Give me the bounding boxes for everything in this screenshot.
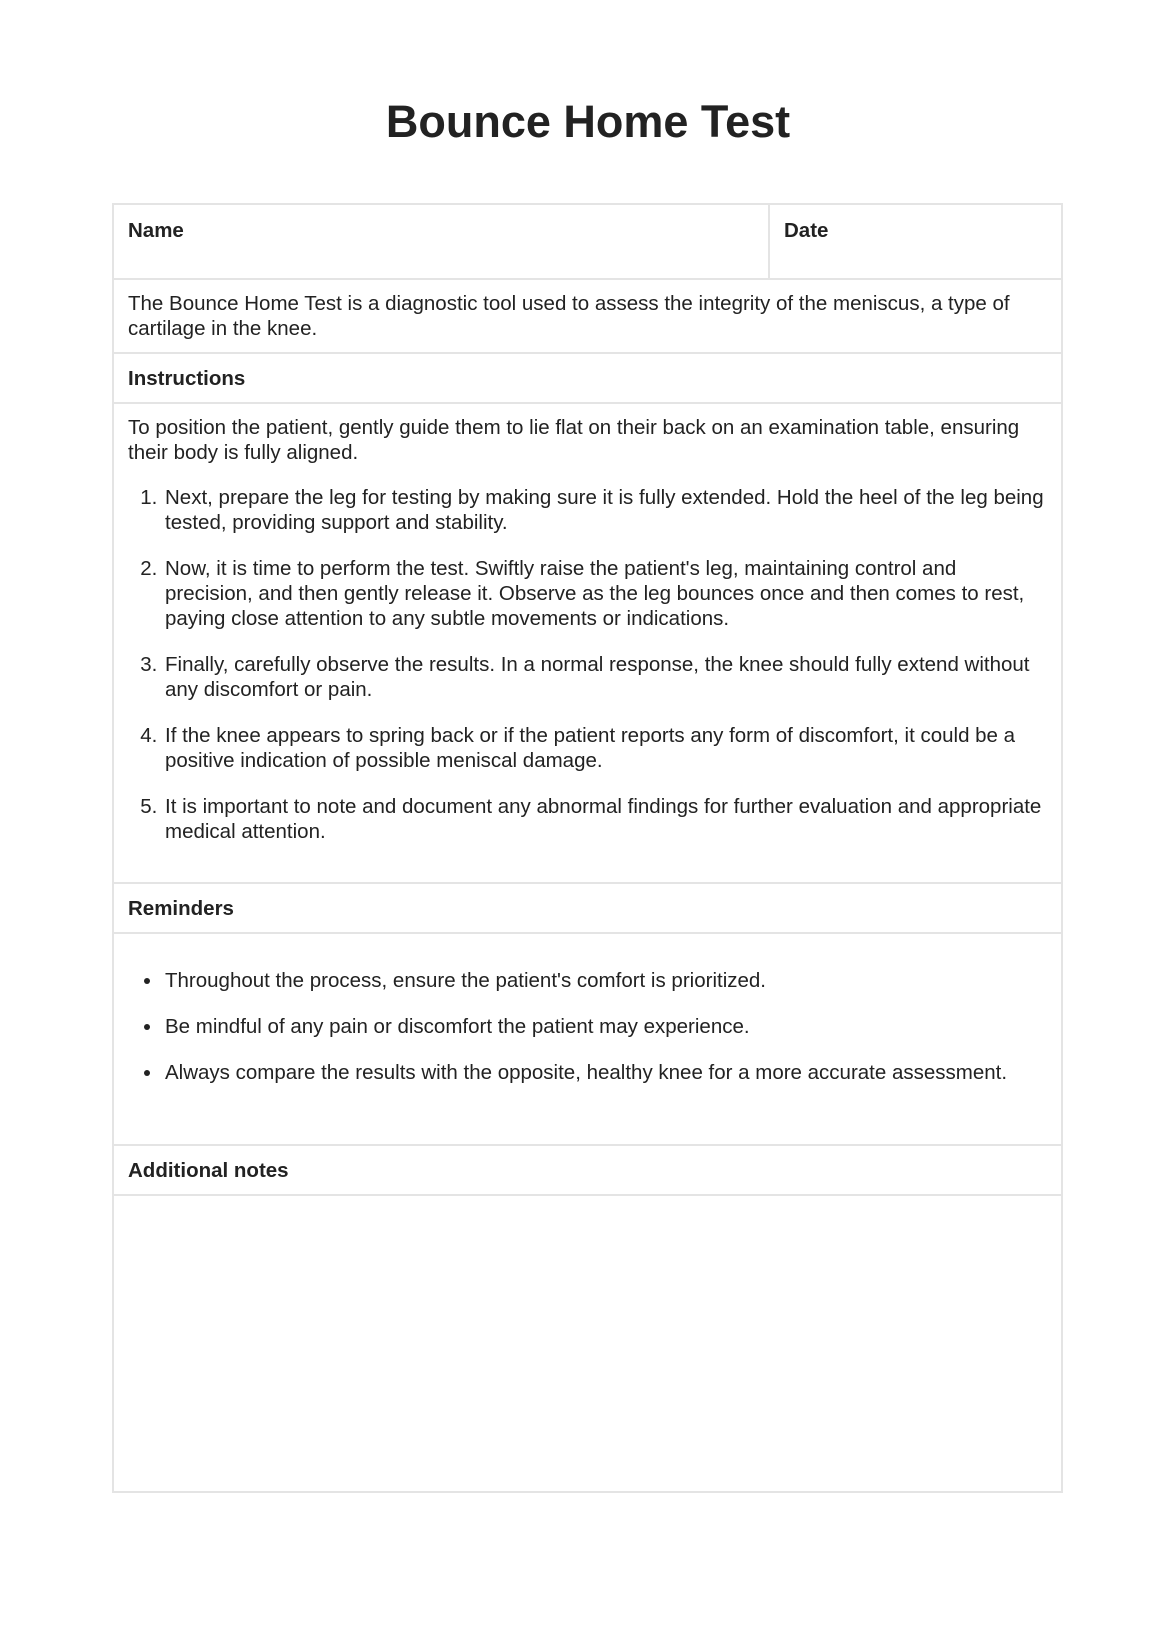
page-title: Bounce Home Test bbox=[385, 96, 791, 147]
step: 3. Finally, carefully observe the results. In a normal response, the knee should fully extend without any discomfort or pain. bbox=[163, 652, 1047, 702]
reminders-heading: Reminders bbox=[114, 884, 1061, 934]
notes-area[interactable] bbox=[114, 1196, 1061, 1491]
notes-heading: Additional notes bbox=[114, 1146, 1061, 1196]
reminder-item: • Be mindful of any pain or discomfort the patient may experience. bbox=[163, 1014, 1047, 1039]
step: 2. Now, it is time to perform the test. Swiftly raise the patient's leg, maintaining control and precision, and then gently release it. Observe as the leg bounces once and then comes to rest, paying close attention to any subtle movements or indications. bbox=[163, 556, 1047, 631]
name-date-row bbox=[114, 205, 1061, 280]
description: The Bounce Home Test is a diagnostic tool used to assess the integrity of the meniscus, a type of cartilage in the knee. bbox=[114, 280, 1061, 354]
name-field[interactable] bbox=[114, 205, 770, 278]
step: 1. Next, prepare the leg for testing by making sure it is fully extended. Hold the heel of the leg being tested, providing support and stability. bbox=[163, 485, 1047, 535]
form-table bbox=[112, 203, 1063, 1493]
reminder-item: • Always compare the results with the opposite, healthy knee for a more accurate assessment. bbox=[163, 1060, 1047, 1085]
instructions-body bbox=[114, 404, 1061, 884]
instructions-heading: Instructions bbox=[114, 354, 1061, 404]
date-label: Date bbox=[784, 219, 829, 242]
step: 5. It is important to note and document any abnormal findings for further evaluation and appropriate medical attention. bbox=[163, 794, 1047, 844]
instructions-intro: To position the patient, gently guide them to lie flat on their back on an examination table, ensuring their body is fully aligned. bbox=[128, 416, 1020, 464]
name-label: Name bbox=[128, 219, 184, 242]
date-field[interactable] bbox=[770, 205, 842, 278]
reminders-list bbox=[128, 968, 1047, 1085]
reminder-item: • Throughout the process, ensure the patient's comfort is prioritized. bbox=[163, 968, 1047, 993]
reminders-body bbox=[114, 934, 1061, 1146]
step: 4. If the knee appears to spring back or if the patient reports any form of discomfort, it could be a positive indication of possible meniscal damage. bbox=[163, 723, 1047, 773]
instructions-steps bbox=[128, 485, 1047, 844]
